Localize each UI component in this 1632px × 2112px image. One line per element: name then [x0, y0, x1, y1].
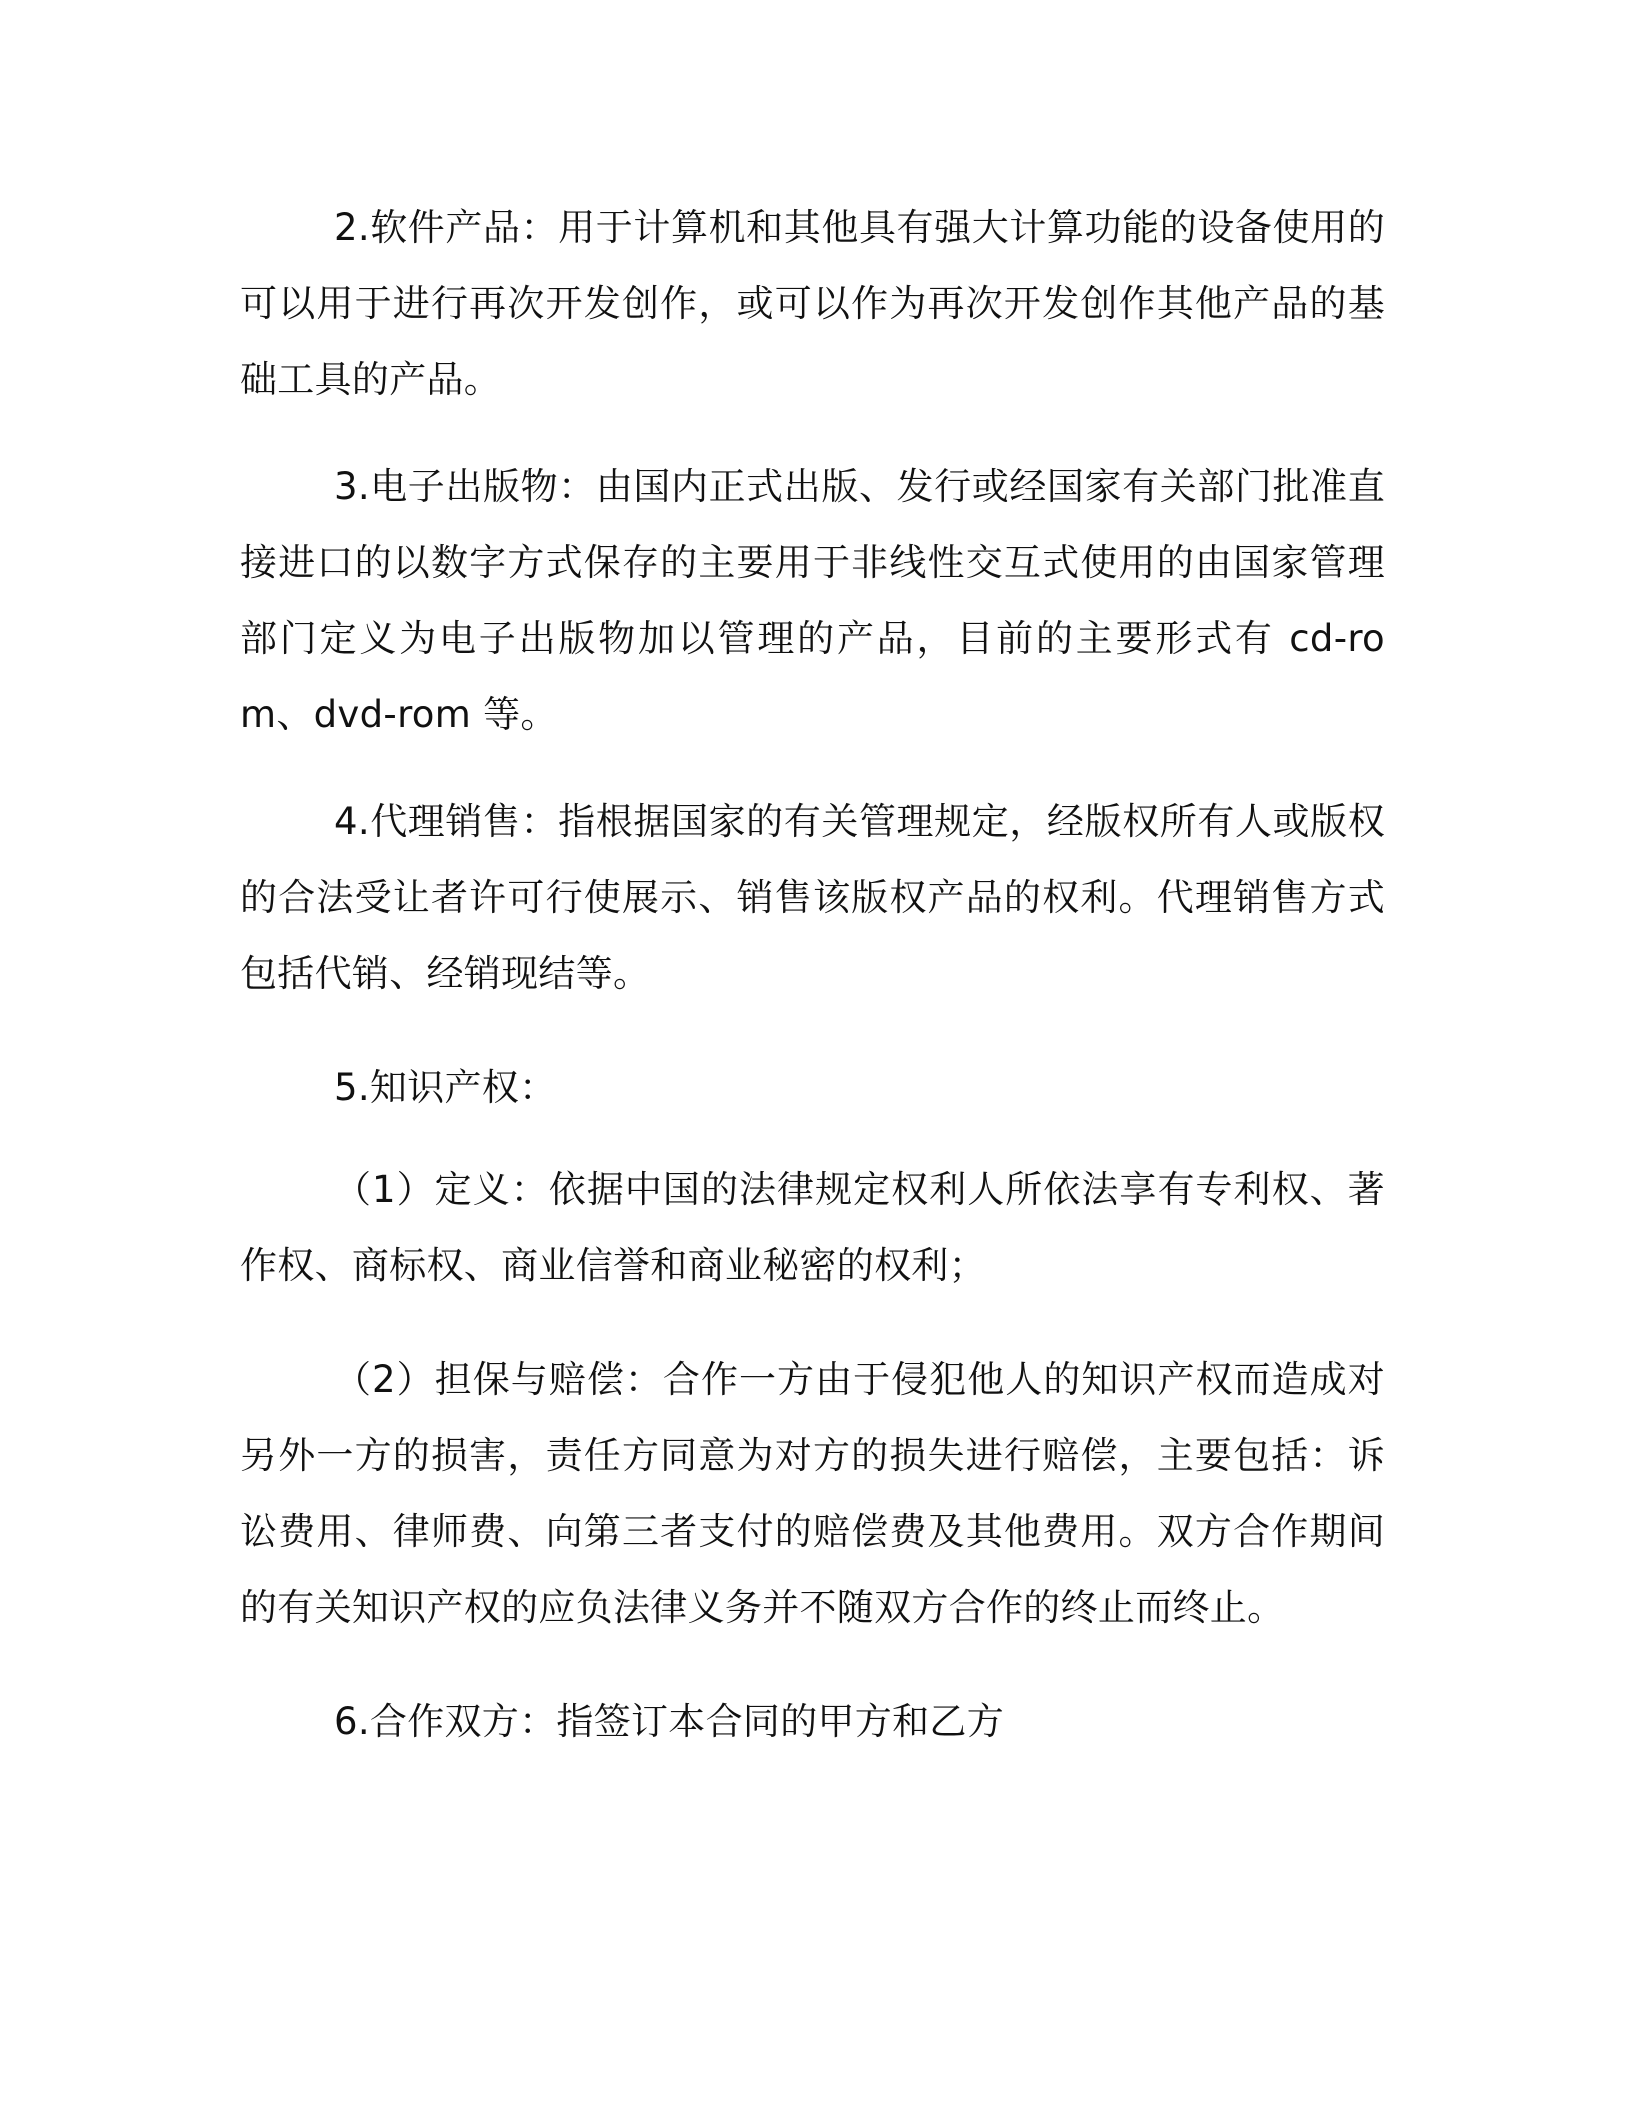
paragraph-ip-definition: （1）定义：依据中国的法律规定权利人所依法享有专利权、著作权、商标权、商业信誉和商业秘密的权利； [240, 1168, 1385, 1287]
paragraph-electronic-publication: 3.电子出版物：由国内正式出版、发行或经国家有关部门批准直接进口的以数字方式保存的主要用于非线性交互式使用的由国家管理部门定义为电子出版物加以管理的产品，目前的主要形式有 cd-rom、dvd-rom 等。 [240, 465, 1385, 736]
paragraph-intellectual-property-heading: 5.知识产权： [334, 1066, 557, 1109]
paragraph-agency-sales: 4.代理销售：指根据国家的有关管理规定，经版权所有人或版权的合法受让者许可行使展示、销售该版权产品的权利。代理销售方式包括代销、经销现结等。 [240, 800, 1385, 995]
paragraph-software-product: 2.软件产品：用于计算机和其他具有强大计算功能的设备使用的可以用于进行再次开发创作，或可以作为再次开发创作其他产品的基础工具的产品。 [240, 206, 1385, 401]
paragraph-cooperating-parties: 6.合作双方：指签订本合同的甲方和乙方 [334, 1700, 1005, 1743]
document-page [240, 190, 1385, 1760]
paragraph-ip-warranty-compensation: （2）担保与赔偿：合作一方由于侵犯他人的知识产权而造成对另外一方的损害，责任方同意为对方的损失进行赔偿，主要包括：诉讼费用、律师费、向第三者支付的赔偿费及其他费用。双方合作期间的有关知识产权的应负法律义务并不随双方合作的终止而终止。 [240, 1358, 1385, 1629]
